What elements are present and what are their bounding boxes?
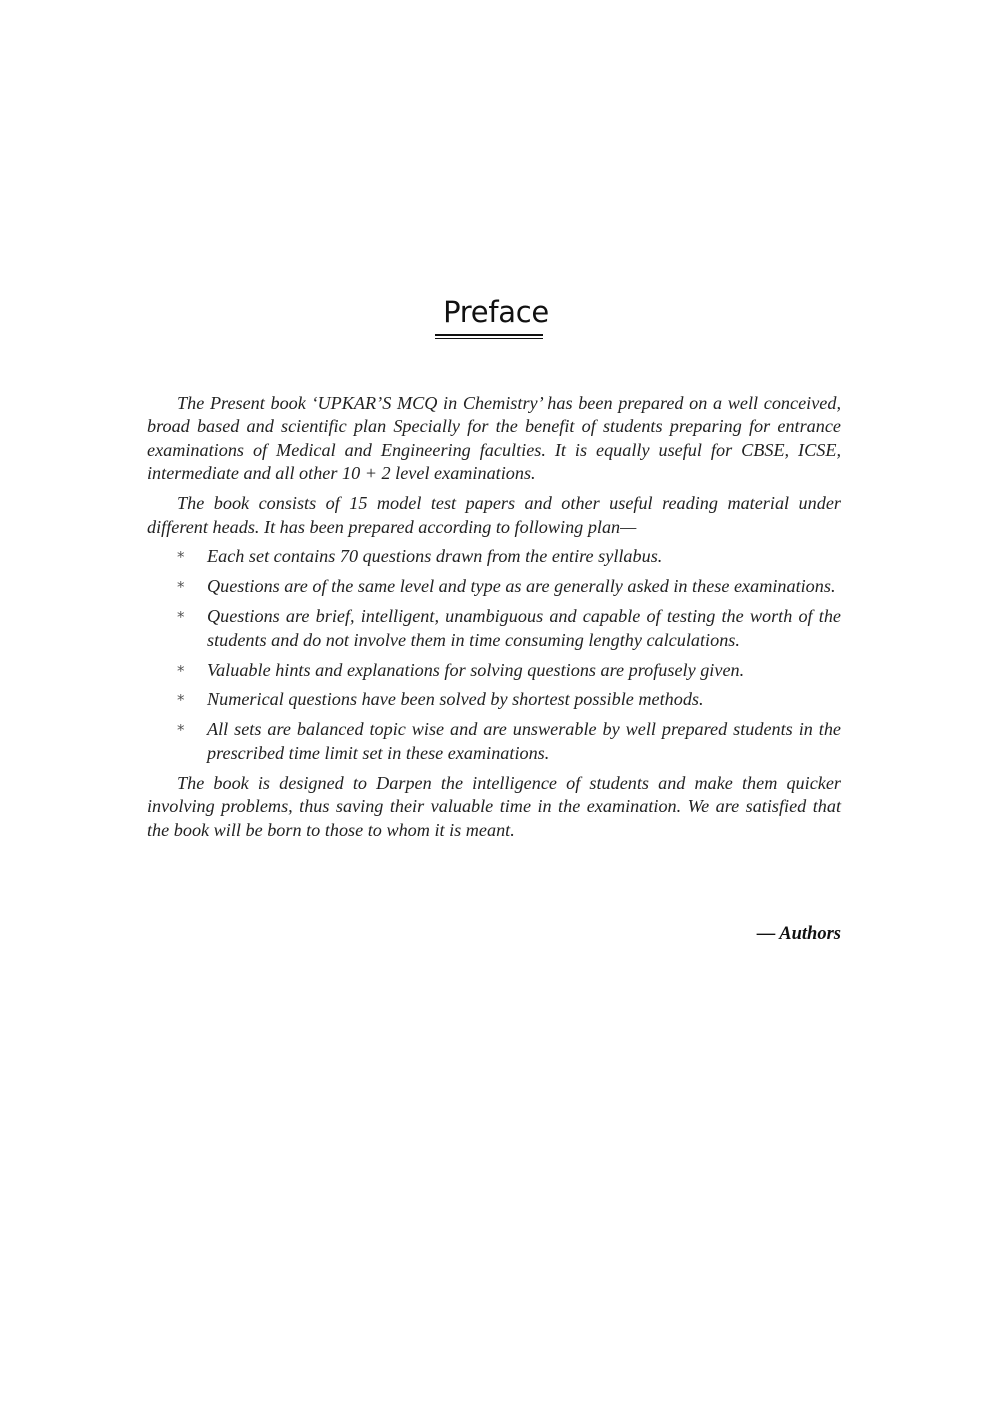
list-item-text: Questions are of the same level and type as are generally asked in these examinations.	[207, 576, 836, 597]
paragraph-intro: The Present book ‘UPKAR’S MCQ in Chemistry’ has been prepared on a well conceived, broad based and scientific plan Specially for the benefit of students preparing for entrance examinations of Medical and Engineering faculties. It is equally useful for CBSE, ICSE, intermediate and all other 10 + 2 level examinations.	[147, 393, 841, 484]
title-underline-bottom	[435, 338, 543, 339]
list-item-text: Numerical questions have been solved by shortest possible methods.	[207, 689, 704, 710]
asterisk-bullet-icon: *	[177, 548, 185, 567]
list-item-text: Questions are brief, intelligent, unambiguous and capable of testing the worth of the students and do not involve them in time consuming lengthy calculations.	[207, 606, 841, 650]
asterisk-bullet-icon: *	[177, 578, 185, 597]
preface-body	[147, 392, 841, 848]
list-item	[147, 605, 841, 652]
list-item	[147, 545, 841, 568]
asterisk-bullet-icon: *	[177, 661, 185, 680]
list-item-text: Each set contains 70 questions drawn from the entire syllabus.	[207, 546, 663, 567]
asterisk-bullet-icon: *	[177, 608, 185, 627]
list-item	[147, 718, 841, 765]
list-item-text: All sets are balanced topic wise and are unswerable by well prepared students in the prescribed time limit set in these examinations.	[207, 719, 841, 763]
list-item	[147, 688, 841, 711]
title-block	[0, 292, 992, 332]
signature: — Authors	[756, 924, 841, 944]
title-underline-top	[435, 334, 543, 336]
list-item-text: Valuable hints and explanations for solving questions are profusely given.	[207, 659, 745, 680]
paragraph-plan: The book consists of 15 model test papers and other useful reading material under different heads. It has been prepared according to following plan—	[147, 493, 841, 537]
paragraph-closing: The book is designed to Darpen the intelligence of students and make them quicker involving problems, thus saving their valuable time in the examination. We are satisfied that the book will be born to those to whom it is meant.	[147, 772, 841, 840]
asterisk-bullet-icon: *	[177, 691, 185, 710]
list-item	[147, 659, 841, 682]
page-title: Preface	[443, 295, 549, 329]
asterisk-bullet-icon: *	[177, 721, 185, 740]
list-item	[147, 575, 841, 598]
plan-list	[147, 545, 841, 765]
